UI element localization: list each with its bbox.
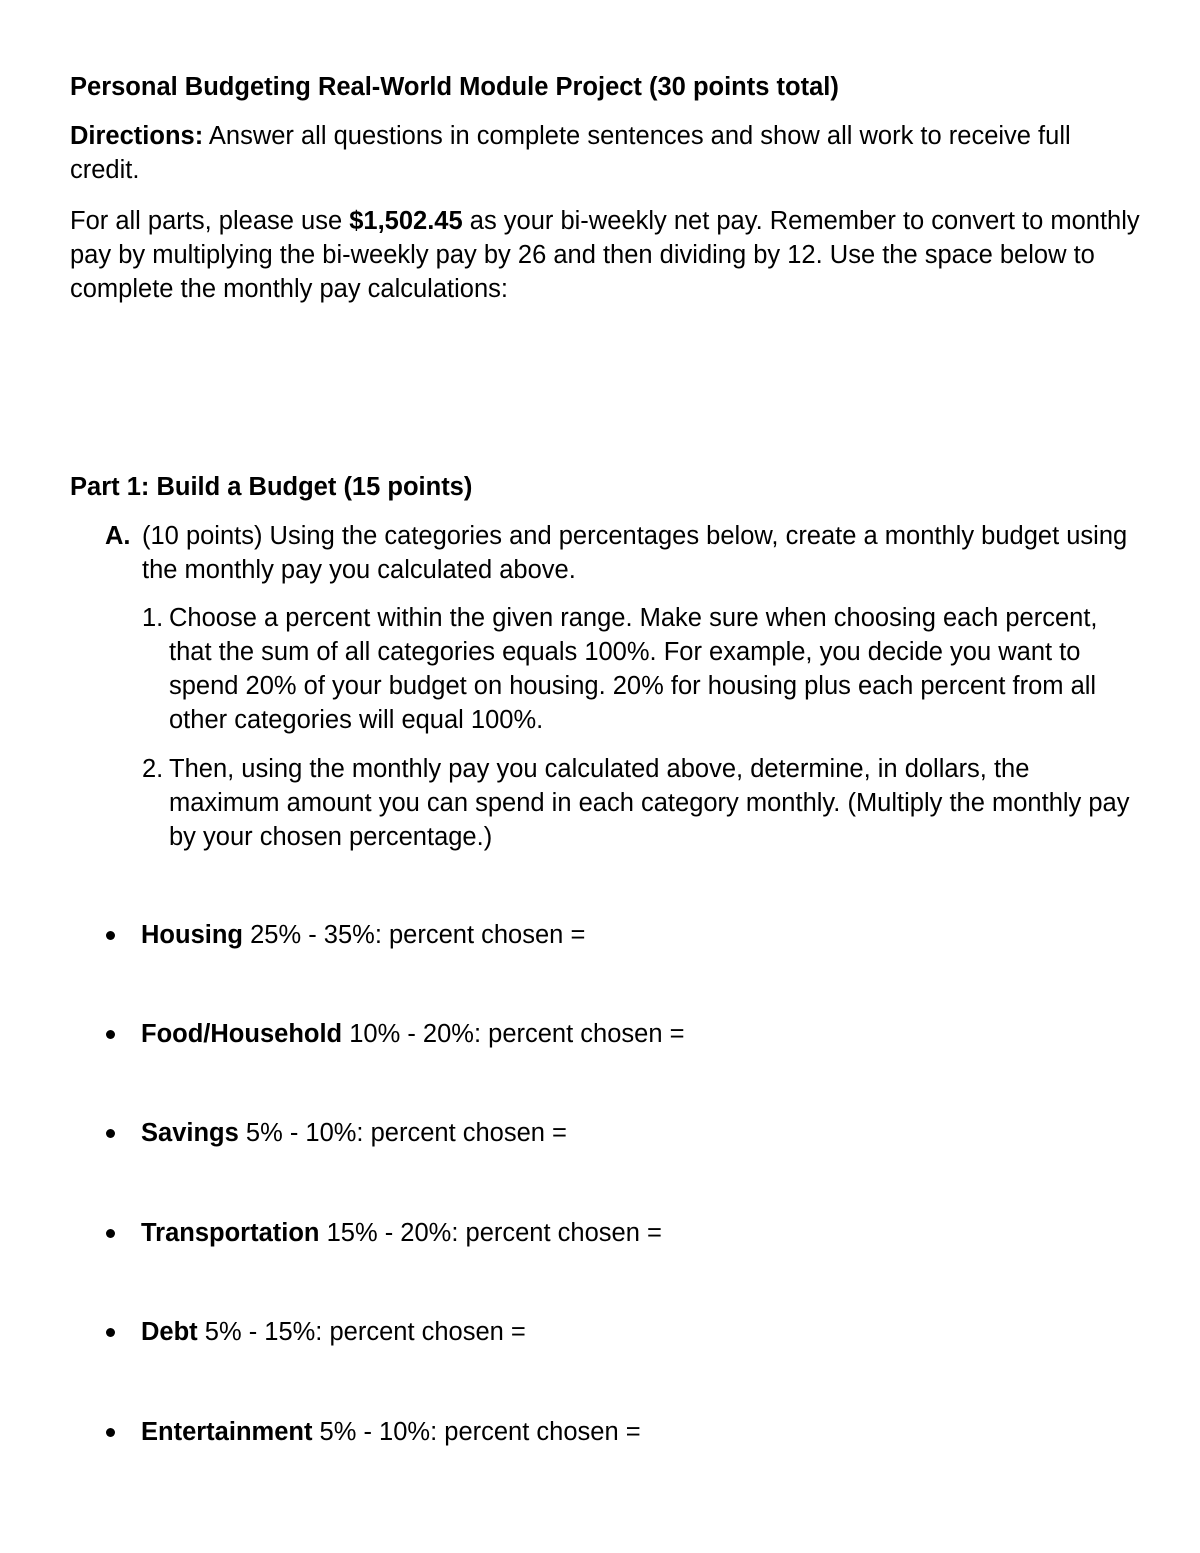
- category-range: 5% - 15%: percent chosen =: [197, 1318, 526, 1346]
- directions-label: Directions:: [70, 122, 204, 150]
- step-text: Choose a percent within the given range. Make sure when choosing each percent, that the sum of all categories equals 100%. For example, you decide you want to spend 20% of your budget on housing. 20% for housing plus each percent from all other categories will equal 100%.: [169, 604, 1098, 734]
- category-item-transportation: [100, 1216, 1000, 1250]
- category-name: Transportation: [141, 1219, 320, 1247]
- category-item-housing: [100, 918, 1000, 952]
- category-name: Housing: [141, 921, 243, 949]
- item-a-text: (10 points) Using the categories and percentages below, create a monthly budget using the monthly pay you calculated above.: [142, 522, 1128, 584]
- category-name: Food/Household: [141, 1020, 343, 1048]
- category-item-debt: [100, 1315, 1000, 1349]
- bullet-icon: [106, 1030, 115, 1039]
- directions-paragraph: [70, 119, 1130, 187]
- step-text: Then, using the monthly pay you calculated above, determine, in dollars, the maximum amount you can spend in each category monthly. (Multiply the monthly pay by your chosen percentage.): [169, 755, 1130, 851]
- bullet-icon: [106, 1229, 115, 1238]
- document-title: Personal Budgeting Real-World Module Project (30 points total): [70, 73, 839, 101]
- category-range: 25% - 35%: percent chosen =: [243, 921, 586, 949]
- step-number: 1.: [142, 604, 164, 632]
- net-pay-amount: $1,502.45: [349, 207, 463, 235]
- intro-text-before: For all parts, please use: [70, 207, 350, 235]
- category-range: 10% - 20%: percent chosen =: [342, 1020, 685, 1048]
- bullet-icon: [106, 1129, 115, 1138]
- part1-heading: Part 1: Build a Budget (15 points): [70, 473, 473, 501]
- category-name: Debt: [141, 1318, 198, 1346]
- category-item-food-household: [100, 1017, 1000, 1051]
- item-a: [105, 519, 1155, 587]
- category-name: Savings: [141, 1119, 239, 1147]
- bullet-icon: [106, 931, 115, 940]
- category-range: 5% - 10%: percent chosen =: [312, 1418, 641, 1446]
- category-range: 15% - 20%: percent chosen =: [319, 1219, 662, 1247]
- directions-text: Answer all questions in complete sentences and show all work to receive full credit.: [70, 122, 1071, 184]
- intro-text-after: as your bi-weekly net pay. Remember to convert to monthly pay by multiplying the bi-weekly pay by 26 and then dividing by 12. Use the space below to complete the monthly pay calculations:: [70, 207, 1140, 303]
- category-range: 5% - 10%: percent chosen =: [238, 1119, 567, 1147]
- bullet-icon: [106, 1328, 115, 1337]
- category-item-savings: [100, 1116, 1000, 1150]
- category-item-entertainment: [100, 1415, 1000, 1449]
- category-name: Entertainment: [141, 1418, 313, 1446]
- intro-paragraph: [70, 204, 1140, 306]
- item-a-label: A.: [105, 522, 131, 550]
- bullet-icon: [106, 1428, 115, 1437]
- step-number: 2.: [142, 755, 164, 783]
- step-item: [142, 601, 1132, 737]
- step-item: [142, 752, 1132, 854]
